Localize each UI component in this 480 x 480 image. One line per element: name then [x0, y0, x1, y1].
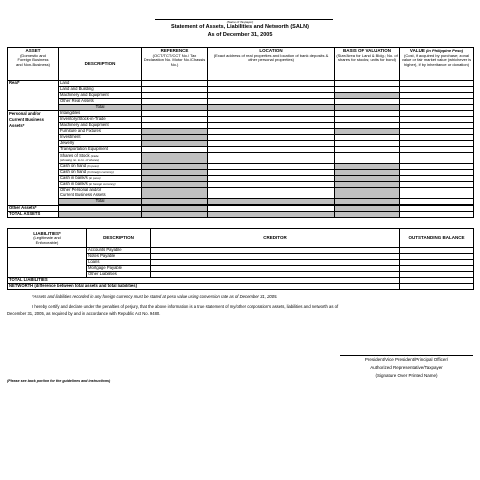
footnote: *Assets and liabilities recorded in any foreign currency must be stated at peso value using conversion rate as of December 31, 2005. [32, 294, 278, 299]
table-row [8, 153, 474, 164]
basis-cell[interactable] [335, 153, 400, 164]
liabilities-header-row [8, 229, 474, 248]
form-subtitle: As of December 31, 2005 [207, 32, 273, 38]
signatory-title-1: President/Vice President/Principal Officer/ [364, 357, 449, 362]
asset-column-header: ASSET (Domestic and Foreign Business and Non-Business) [8, 48, 59, 81]
total-liabilities-label: TOTAL LIABILITIES [8, 278, 400, 284]
table-row [8, 284, 474, 290]
location-column-header: LOCATION (Exact address of real properties and location of bank deposits & other personal properties) [208, 48, 335, 81]
liabilities-label-spacer [8, 248, 87, 278]
liabilities-table [7, 228, 474, 290]
personal-total-label: Total [59, 199, 142, 205]
row-label: Other Personal and/or Current Business Assets [59, 188, 142, 199]
location-cell[interactable] [208, 188, 335, 199]
back-portion-note: (Please see back portion for the guidelines and instructions) [7, 379, 111, 383]
assets-table [7, 47, 474, 218]
liab-description-header: DESCRIPTION [87, 229, 151, 248]
networth-label: NETWORTH (difference between total assets and total liabilities) [8, 284, 400, 290]
table-row [8, 212, 474, 218]
assets-header-row [8, 48, 474, 81]
row-label: Furniture and Fixtures [59, 129, 142, 135]
liabilities-column-header: LIABILITIES* (Legitimate and Enforceable) [8, 229, 87, 248]
certification-line-2: December 31, 2005, as required by and in accordance with Republic Act No. 9480. [7, 311, 161, 316]
personal-assets-label: Personal and/or Current Business Assets* [8, 111, 59, 206]
shaded-cell [142, 212, 208, 218]
value-cell[interactable] [400, 212, 474, 218]
total-assets-label: TOTAL ASSETS [8, 212, 59, 218]
row-label: Land [59, 81, 142, 87]
shaded-cell [142, 188, 208, 199]
real-assets-label: Real* [8, 81, 59, 111]
shaded-cell [59, 212, 142, 218]
taxpayer-name-label: (Name of Taxpayer) [226, 20, 254, 24]
real-total-label: Total [59, 105, 142, 111]
description-column-header: DESCRIPTION [59, 48, 142, 81]
row-label: Inventory/Stock-in-Trade [59, 117, 142, 123]
row-label: Other Real Assets [59, 99, 142, 105]
location-cell[interactable] [208, 153, 335, 164]
table-row [8, 188, 474, 199]
row-label: Cash in bank/s (in peso) [59, 176, 142, 182]
signature-line[interactable] [340, 355, 473, 356]
row-label: Investment [59, 135, 142, 141]
shaded-cell [142, 153, 208, 164]
row-label: Notes Payable [87, 254, 151, 260]
row-label: Accounts Payable [87, 248, 151, 254]
row-label: Jewelry [59, 141, 142, 147]
value-cell[interactable] [400, 188, 474, 199]
row-label: Machinery and Equipment [59, 93, 142, 99]
row-label: Cash in bank/s (in foreign currency) [59, 182, 142, 188]
row-label: Machinery and Equipment [59, 123, 142, 129]
row-label: Cash on hand (in peso) [59, 164, 142, 170]
basis-column-header: BASIS OF VALUATION (Size/Area for Land & Bldg.; No. of shares for stocks; units for bond) [335, 48, 400, 81]
row-label: Shares of Stock (trade (showing no. & no. of shares) [59, 153, 142, 164]
row-label: Transportation Equipment [59, 147, 142, 153]
creditor-header: CREDITOR [151, 229, 400, 248]
shaded-cell [335, 188, 400, 199]
row-label: Cash on hand (in foreign currency) [59, 170, 142, 176]
row-label: Intangibles [59, 111, 142, 117]
row-label: Land and Building [59, 87, 142, 93]
shaded-cell [335, 212, 400, 218]
balance-cell[interactable] [400, 284, 474, 290]
row-label: Other Liabilities [87, 272, 151, 278]
other-assets-label: Other Assets* [8, 206, 59, 212]
value-column-header: VALUE (in Philippine Peso) (Cost, if acquired by purchase; zonal value or fair market value (whichever is higher), if by inheritance or donation) [400, 48, 474, 81]
saln-form [7, 0, 473, 480]
row-label: Mortgage Payable [87, 266, 151, 272]
outstanding-balance-header: OUTSTANDING BALANCE [400, 229, 474, 248]
form-title: Statement of Assets, Liabilities and Networth (SALN) [171, 24, 309, 30]
signatory-title-2: Authorized Representative/Taxpayer [370, 365, 443, 370]
shaded-cell [208, 212, 335, 218]
certification-line-1: I hereby certify and declare under the penalties of perjury, that the above information is a true statement of my/other corporation's assets, liabilities and networth as of [32, 304, 339, 309]
row-label: Loans [87, 260, 151, 266]
value-cell[interactable] [400, 153, 474, 164]
signature-caption: (Signature Over Printed Name) [375, 373, 438, 378]
reference-column-header: REFERENCE (OCT/TCT/CCT No./ Tax Declaration No. Motor No./Chassis No.) [142, 48, 208, 81]
